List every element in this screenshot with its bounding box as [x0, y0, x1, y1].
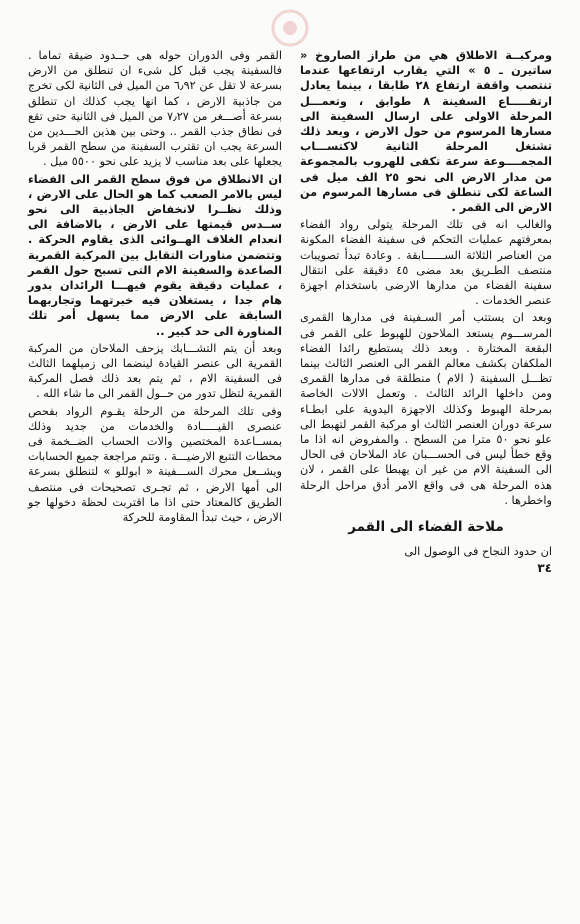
- document-page: [28, 48, 552, 898]
- paragraph-docking: وبعد أن يتم التشـــابك يزحف الملاحان من المركبة القمرية الى عنصر القيادة لينضما الى زميلهما الثالث فى السفينة الام ، ثم يتم بعد ذلك فصل المركبة القمرية لتظل تدور من حــول القمر الى ما شاء الله .: [28, 341, 282, 401]
- paragraph-crew-control: والغالب انه فى تلك المرحلة يتولى رواد الفضاء بمعرفتهم عمليات التحكم فى سفينة الفضاء المكونة من العناصر الثلاثة الســــــابقة . وعادة تبدأ تصويبات منتصف الطـريق بعد مضى ٤٥ دقيقة على انتقال سفينة الفضاء من مدارها الارضى باستخدام اجهزة عنصر الخدمات .: [300, 218, 552, 308]
- paragraph-return: وفى تلك المرحلة من الرحلة يقـوم الرواد بفحص عنصرى القيـــــادة والخدمات من جديد وذلك بمســاعدة المختصين والات الحساب الضــخمة فى محطات التتبع الارضيـــة . وتتم مراجعة جميع الحسابات ويشــعل محرك الســـفينة « ابوللو » لتنطلق بسرعة الى أمها الارض ، ثم تجـرى تصحيحات فى منتصف الطريق كالمعتاد حتى اذا ما اقتربت لحظة دخولها جو الارض ، حيث تبدأ المقاومة للحركة: [28, 404, 282, 525]
- right-column: [300, 48, 552, 577]
- left-column: [28, 48, 282, 525]
- watermark-seal-icon: [250, 8, 330, 48]
- paragraph-moon-launch: ان الانطلاق من فوق سطح القمر الى الفضاء ليس بالامر الصعب كما هو الحال على الارض ، وذلك نظــرا لانخفاض الجاذبية الى نحو ســدس قيمتها على الارض ، بالاضافة الى انعدام الغلاف الهــوائى الذى يقاوم الحركة . وتتضمن مناورات التقابل بين المركبة القمرية الصاعدة والسفينة الام التى تسبح حول القمر ، عمليات دقيقة يقوم فيهـــا الرائدان بدور هام جدا ، يستغلان فيه خبرتهما وتجاربهما السابقة على الارض مما يسهل أمر تلك المناورة الى حد كبير ..: [28, 172, 282, 338]
- paragraph-final-line: ان حدود النجاح فى الوصول الى: [404, 545, 552, 559]
- paragraph-lunar-orbit: وبعد ان يستتب أمر السـفينة فى مدارها القمرى المرســـوم يستعد الملاحون للهبوط على القمر فى البقعة المختارة . وبعد ذلك يستطيع رائدا الفضاء الملكفان بكشف معالم القمر الى العنصر الثالث بينما تظـــل السفينة ( الام ) منطلقة فى مدارها القمرى ومن داخلها الرائد الثالث . وتعمل الالات الخاصة بمرحلة الهبوط وكذلك الاجهزة اليدوية على ابطـاء سرعة دوران العنصر الثالث او مركبة القمر لتهبط الى علو نحو ٥٠ مترا من السطح . والمفروض انه اذا ما وقع خطأ ليس فى الحســـبان عاد الملاحان فى الحال الى السفينة الام من غير ان يهبطا على القمر ، لان هذه المرحلة هى فى واقع الامر أدق مراحل الرحلة واخطرها .: [300, 311, 552, 507]
- section-heading: ملاحة الفضاء الى القمر: [348, 519, 504, 536]
- paragraph-speed-limits: القمر وفى الدوران حوله هى حــدود ضيقة تماما . فالسفينة يجب قبل كل شىء ان تنطلق من الارض بسرعة لا تقل عن ٦٫٩٢ من الميل فى الثانية لكى تخرج من جاذبية الارض ، كما انها يجب كذلك ان تنطلق بسرعة أصـــغر من ٧٫٢٧ من الميل فى الثانية حتى تقع فى نطاق جذب القمر .. وحتى بين هذين الحـــدين من السرعة يجب ان تقترب السفينة من سطح القمر قربا يجعلها على بعد مناسب لا يزيد على نحو ٥٥٠٠ ميل .: [28, 49, 282, 169]
- page-number: ٣٤: [537, 561, 552, 576]
- paragraph-launch-vehicle: ومركبــة الاطلاق هي من طراز الصاروخ « ساتيرن ـ ٥ » التي يقارب ارتفاعها عندما تنتصب واقفة ارتفاع ٢٨ طابقا ، بينما يعادل ارتفـــــاع السفينة ٨ طوابق ، وتعمـــل المرحلة الاولى على ارسال السفينة الى مسارها المرسوم من حول الارض ، وبعد ذلك تشتغل المرحلة الثانية لاكتســـاب المجمــــوعة سرعة تكفى للهروب بالمجموعة من مدار الارض الى نحو ٢٥ الف ميل فى الساعة لكى تنطلق فى مسارها المرسوم من الارض الى القمر .: [300, 49, 552, 215]
